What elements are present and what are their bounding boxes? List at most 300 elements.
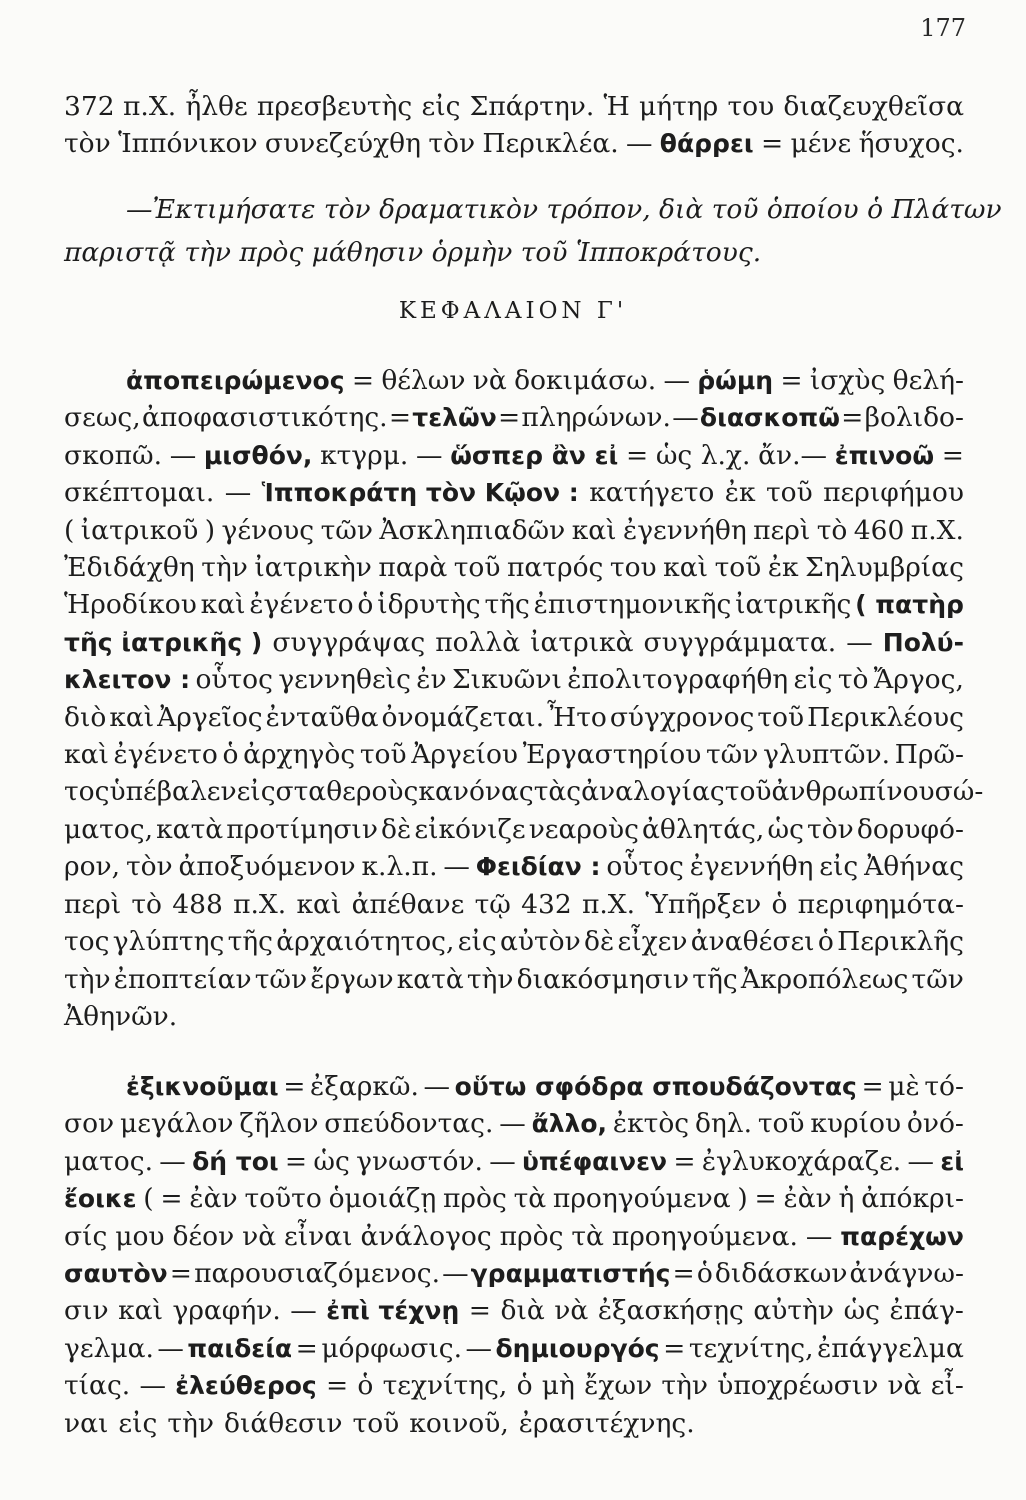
- text-line: [64, 699, 964, 736]
- gloss-term: εἰ: [940, 1146, 964, 1176]
- word: ἐξασκήσῃς: [597, 1295, 744, 1327]
- word: θελή-: [892, 365, 964, 396]
- word: =: [760, 128, 784, 159]
- word: σον: [64, 1108, 115, 1140]
- word: σίς: [64, 1220, 108, 1252]
- word: —: [499, 1108, 526, 1140]
- word: καὶ: [64, 739, 109, 771]
- word: ὁ: [357, 589, 374, 621]
- word: διδάσκων: [714, 1258, 848, 1290]
- word: τὰς: [533, 776, 582, 808]
- text-line: [64, 125, 964, 162]
- word: διαζευχθεῖσα: [783, 91, 964, 122]
- word: καὶ: [200, 589, 246, 621]
- word: τοῦ: [724, 776, 772, 808]
- word: ἰατρικὰ: [530, 626, 634, 658]
- text-line: [64, 848, 964, 885]
- word: ἡ: [838, 1183, 855, 1215]
- word: γεννηθεὶς: [278, 664, 411, 696]
- text-line: [64, 549, 964, 586]
- word: (: [143, 1183, 154, 1215]
- text-line: [64, 399, 964, 436]
- word: Ἄργος,: [873, 664, 964, 696]
- word: ἐὰν: [783, 1183, 832, 1215]
- word: περὶ: [64, 888, 122, 920]
- word: κτγρμ.: [320, 439, 409, 471]
- word: νεαροὺς: [528, 813, 639, 845]
- word: ἐρασιτέχνης.: [518, 1407, 695, 1439]
- word: ἀποξυόμενον: [178, 851, 356, 883]
- word: τὴν: [466, 963, 514, 995]
- word: ἐγένετο: [113, 739, 218, 771]
- word: ἦλθε: [185, 91, 248, 122]
- word: πολλὰ: [435, 626, 521, 658]
- word: —: [157, 1332, 184, 1364]
- word: εἰς: [118, 1407, 158, 1439]
- word: —: [489, 1145, 516, 1177]
- exercise-question: [64, 188, 1002, 274]
- text-line: παριστᾷ τὴν πρὸς μάθησιν ὁρμὴν τοῦ Ἱπποκράτους.: [64, 237, 762, 268]
- word: εἰς: [793, 664, 833, 696]
- word: ζῆλον: [239, 1108, 319, 1140]
- word: τῶν: [911, 963, 964, 995]
- text-line: [64, 1255, 964, 1292]
- word: καὶ: [109, 701, 155, 733]
- word: =: [754, 1183, 777, 1215]
- word: ματος.: [64, 1145, 153, 1177]
- word: γραφήν.: [172, 1295, 281, 1327]
- word: ἐκ: [724, 477, 756, 509]
- word: δὲ: [584, 926, 615, 958]
- word: μου: [115, 1220, 165, 1252]
- gloss-term: Ἱπποκράτη τὸν Κῷον :: [261, 478, 579, 508]
- gloss-term: μισθόν,: [203, 440, 313, 470]
- word: ἀνάλογος: [360, 1220, 492, 1252]
- word: Ἦτο: [547, 701, 607, 733]
- word: ἐγλυκοχάραζε.: [701, 1145, 902, 1177]
- word: εἰς: [457, 926, 497, 958]
- word: συγγράψας: [272, 626, 426, 658]
- word: τὴν: [661, 1370, 709, 1402]
- word: βολιδο-: [864, 402, 964, 434]
- word: ἰσχὺς: [809, 365, 886, 396]
- word: Ἐργαστηρίου: [522, 739, 702, 771]
- text-line: [64, 886, 964, 923]
- word: γένους: [221, 514, 315, 546]
- text-line: [64, 362, 964, 399]
- word: κ.λ.π.: [361, 851, 438, 883]
- word: σπεύδοντας.: [324, 1108, 494, 1140]
- word: =: [841, 402, 864, 434]
- word: τοῦ: [352, 1407, 400, 1439]
- gloss-term: ὥσπερ ἂν εἰ: [450, 440, 619, 470]
- word: δὲ: [381, 813, 412, 845]
- word: ὁμοιάζῃ: [328, 1183, 437, 1215]
- word: πληρώνων.: [521, 402, 671, 434]
- word: τὸν: [807, 813, 854, 845]
- gloss-term: ὑπέφαινεν: [522, 1146, 668, 1176]
- gloss-term: Φειδίαν :: [475, 852, 601, 882]
- word: κυρίου: [810, 1108, 902, 1140]
- word: =: [663, 1332, 686, 1364]
- word: =: [673, 1145, 696, 1177]
- word: καὶ: [663, 552, 709, 584]
- word: 488: [172, 888, 223, 920]
- word: ἐπιστημονικῆς: [533, 589, 732, 621]
- word: σιν: [64, 1295, 109, 1327]
- gloss-term: τελῶν: [412, 403, 497, 433]
- word: μένε: [790, 128, 852, 159]
- gloss-term: ἔοικε: [64, 1184, 137, 1214]
- text-line: [64, 1068, 964, 1105]
- word: περιφημότα-: [797, 888, 964, 920]
- word: οὗτος: [606, 851, 684, 883]
- text-line: [64, 586, 964, 623]
- word: ὑποχρέωσιν: [717, 1370, 879, 1402]
- word: εἶ-: [930, 1370, 964, 1402]
- word: ἀναθέσει: [690, 926, 815, 958]
- word: πρεσβευτὴς: [256, 91, 413, 122]
- word: συνεζεύχθη: [264, 128, 422, 159]
- word: τῶν: [320, 514, 373, 546]
- gloss-term: τῆς ἰατρικῆς ): [64, 627, 263, 657]
- word: σκέπτομαι.: [64, 477, 215, 509]
- text-line: [64, 1292, 964, 1329]
- page-number: 177: [920, 14, 966, 42]
- word: εἶναι: [284, 1220, 353, 1252]
- word: ἐκ: [767, 552, 799, 584]
- word: —: [465, 1332, 492, 1364]
- gloss-term: Πολύ-: [882, 627, 964, 657]
- word: τὸν: [428, 128, 476, 159]
- word: Πρῶ-: [894, 739, 964, 771]
- word: Σηλυμβρίας: [805, 552, 964, 584]
- text-line: [64, 773, 984, 810]
- word: ἱδρυτὴς: [377, 589, 481, 621]
- word: ἐξαρκῶ.: [310, 1071, 419, 1102]
- word: τὰ: [513, 1183, 547, 1215]
- word: πρὸς: [499, 1220, 564, 1252]
- word: 460: [853, 514, 905, 546]
- word: Σικυῶνι: [451, 664, 562, 696]
- word: =: [160, 1183, 183, 1215]
- word: ὀνό-: [906, 1108, 964, 1140]
- text-line: —Ἐκτιμήσατε τὸν δραματικὸν τρόπον, διὰ τοῦ ὁποίου ὁ Πλάτων: [126, 194, 1002, 225]
- word: Ἱππόνικον: [118, 128, 258, 159]
- word: ἐκτὸς: [612, 1108, 690, 1140]
- word: τό-: [924, 1071, 964, 1102]
- word: τοῦ: [714, 552, 762, 584]
- word: =: [861, 1071, 884, 1102]
- word: προηγούμενα: [552, 1183, 731, 1215]
- word: ὁ: [357, 1370, 374, 1402]
- word: Ἡροδίκου: [64, 589, 197, 621]
- gloss-term: παιδεία: [187, 1333, 293, 1363]
- word: Ἡ: [603, 91, 630, 122]
- gloss-term: ἐπινοῶ: [834, 440, 935, 470]
- text-line: [64, 961, 964, 998]
- word: —: [139, 1370, 166, 1402]
- word: ὡς: [767, 813, 804, 845]
- word: καὶ: [118, 1295, 163, 1327]
- word: του: [609, 552, 657, 584]
- chapter-heading: ΚΕΦΑΛΑΙΟΝ Γ': [398, 298, 628, 324]
- word: —: [224, 477, 252, 509]
- word: =: [497, 402, 521, 434]
- text-line: [64, 811, 964, 848]
- word: νὰ: [554, 1295, 589, 1327]
- paragraph-top: [64, 88, 964, 162]
- word: τοῦ: [757, 701, 805, 733]
- word: διάθεσιν: [224, 1407, 343, 1439]
- text-line: [64, 1105, 964, 1142]
- word: π.Χ.: [233, 888, 287, 920]
- word: πατρός: [507, 552, 604, 584]
- word: τὸ: [131, 888, 162, 920]
- text-line: [64, 923, 964, 960]
- word: ἰατρικὴν: [254, 552, 372, 584]
- word: εἰς: [236, 776, 276, 808]
- word: —: [423, 1071, 451, 1102]
- word: εἰς: [819, 851, 859, 883]
- word: ἐποπτείαν: [113, 963, 252, 995]
- word: Ἀργείου: [411, 739, 519, 771]
- gloss-term: γραμματιστής: [470, 1259, 671, 1289]
- word: γνωστόν.: [356, 1145, 483, 1177]
- word: π.Χ.: [910, 514, 964, 546]
- word: Περικλέα.: [482, 128, 619, 159]
- word: Περικλῆς: [837, 926, 964, 958]
- word: ἀνάγνω-: [849, 1258, 964, 1290]
- word: ἐνταῦθα: [265, 701, 379, 733]
- word: νὰ: [472, 365, 507, 396]
- word: θέλων: [381, 365, 466, 396]
- word: Ἐδιδάχθη: [64, 552, 195, 584]
- word: τῆς: [692, 963, 738, 995]
- word: —: [416, 439, 443, 471]
- word: εἶχεν: [617, 926, 688, 958]
- word: μὴ: [541, 1370, 575, 1402]
- word: ἀρχαιότητος,: [276, 926, 455, 958]
- glossary-paragraph-1: [64, 362, 984, 1035]
- word: =: [780, 365, 803, 396]
- word: ): [204, 514, 216, 546]
- gloss-term: οὕτω σφόδρα σπουδάζοντας: [454, 1072, 857, 1101]
- word: ἐπολιτογραφήθη: [567, 664, 789, 696]
- word: ναι: [64, 1407, 109, 1439]
- word: ἄν.—: [758, 439, 828, 471]
- word: ἰατρικοῦ: [80, 514, 199, 546]
- word: =: [351, 365, 375, 396]
- gloss-term: σαυτὸν: [64, 1259, 168, 1289]
- word: περιφήμου: [823, 477, 964, 509]
- word: ἐὰν: [189, 1183, 238, 1215]
- text-line: [64, 1367, 964, 1404]
- word: ὡς: [313, 1145, 350, 1177]
- word: σταθεροὺς: [275, 776, 419, 808]
- word: τοῦτο: [244, 1183, 322, 1215]
- word: —: [625, 128, 653, 159]
- word: =: [295, 1332, 318, 1364]
- word: ἐν: [416, 664, 447, 696]
- word: δοκιμάσω.: [514, 365, 657, 396]
- word: ἀπέθανε: [351, 888, 465, 920]
- word: περὶ: [753, 514, 811, 546]
- word: τοῦ: [359, 739, 407, 771]
- word: κοινοῦ,: [409, 1407, 509, 1439]
- word: ὑπέβαλεν: [109, 776, 237, 808]
- word: τὰ: [571, 1220, 604, 1252]
- word: ὀνομάζεται.: [381, 701, 545, 733]
- word: ὁ: [696, 1258, 713, 1290]
- word: καὶ: [296, 888, 342, 920]
- word: ἀρχηγὸς: [243, 739, 356, 771]
- word: ἐπάγ-: [889, 1295, 964, 1327]
- text-line: [64, 1330, 964, 1367]
- word: =: [941, 439, 964, 471]
- word: τὴν: [167, 1407, 215, 1439]
- word: ἐγένετο: [249, 589, 354, 621]
- word: —: [290, 1295, 317, 1327]
- word: ἀπόκρι-: [861, 1183, 964, 1215]
- word: του: [727, 91, 775, 122]
- word: —: [663, 365, 690, 396]
- word: ): [737, 1183, 748, 1215]
- text-line: [64, 998, 964, 1035]
- word: τῶν: [706, 739, 759, 771]
- gloss-term: διασκοπῶ: [699, 403, 840, 433]
- word: —: [443, 851, 470, 883]
- word: ὡς λ.χ.: [655, 439, 751, 471]
- word: ὁ: [771, 888, 788, 920]
- text-line: [64, 1180, 964, 1217]
- word: σώ-: [934, 776, 984, 808]
- word: =: [672, 1258, 695, 1290]
- word: ματος,: [64, 813, 153, 845]
- word: κανόνας: [418, 776, 534, 808]
- word: γελμα.: [64, 1332, 154, 1364]
- word: τίας.: [64, 1370, 131, 1402]
- gloss-term: ἐπὶ τέχνῃ: [326, 1296, 460, 1326]
- gloss-term: ῥώμη: [697, 366, 774, 395]
- word: τὸν: [125, 851, 173, 883]
- word: τὴν: [201, 552, 248, 584]
- text-line: [64, 1218, 964, 1255]
- word: καὶ: [571, 514, 617, 546]
- word: ἀνθρωπίνου: [771, 776, 935, 808]
- word: —: [442, 1258, 469, 1290]
- word: ἀθλητάς,: [642, 813, 765, 845]
- word: τῷ: [474, 888, 511, 920]
- word: τῆς: [484, 589, 530, 621]
- word: (: [64, 514, 75, 546]
- word: ἔργων: [310, 963, 394, 995]
- gloss-term: ἀποπειρώμενος: [126, 366, 345, 395]
- text-line: [64, 736, 964, 773]
- word: —: [672, 402, 699, 434]
- word: ἀποφασιστικότης.: [141, 402, 388, 434]
- word: τῆς: [227, 926, 273, 958]
- word: —: [805, 1220, 833, 1252]
- word: αὐτὴν: [753, 1295, 835, 1327]
- word: —: [169, 439, 197, 471]
- word: δορυφό-: [856, 813, 964, 845]
- text-line: [64, 474, 964, 511]
- word: Ὑπῆρξεν: [645, 888, 762, 920]
- word: ἰατρικῆς: [735, 589, 852, 621]
- text-line: [64, 437, 964, 474]
- text-line: [64, 661, 964, 698]
- word: τοῦ: [765, 477, 813, 509]
- word: ἔχων: [584, 1370, 653, 1402]
- word: Ἀθηνῶν.: [64, 1000, 178, 1032]
- word: τὸν: [64, 128, 111, 159]
- word: =: [284, 1145, 308, 1177]
- word: μόρφωσις.: [321, 1332, 462, 1364]
- word: σκοπῶ.: [64, 439, 163, 471]
- word: —: [159, 1145, 186, 1177]
- word: ἐγεννήθη: [622, 514, 747, 546]
- word: προτίμησιν: [226, 813, 378, 845]
- word: συγγράμματα.: [643, 626, 837, 658]
- word: μεγάλον: [119, 1108, 234, 1140]
- glossary-paragraph-2: [64, 1068, 964, 1442]
- word: ἐγεννήθη: [689, 851, 814, 883]
- gloss-term: κλειτον :: [64, 665, 191, 695]
- word: διὸ: [64, 701, 107, 733]
- word: δέον: [172, 1220, 235, 1252]
- word: Ἀθήνας: [864, 851, 964, 883]
- gloss-term: δημιουργός: [495, 1333, 660, 1363]
- word: τοῦ: [757, 1108, 805, 1140]
- word: =: [325, 1370, 349, 1402]
- gloss-term: ἄλλο,: [531, 1109, 608, 1139]
- gloss-term: ἐξικνοῦμαι: [126, 1072, 279, 1101]
- word: σεως,: [64, 402, 141, 434]
- word: τῶν: [254, 963, 308, 995]
- word: ἀναλογίας: [581, 776, 725, 808]
- word: τος: [64, 926, 110, 958]
- word: Ἀσκληπιαδῶν: [379, 514, 566, 546]
- word: Ἀργεῖος: [157, 701, 263, 733]
- text-line: [64, 624, 964, 661]
- word: Σπάρτην.: [469, 91, 595, 122]
- gloss-term: ( πατὴρ: [855, 590, 964, 620]
- word: γλυπτῶν.: [763, 739, 891, 771]
- word: Ἀκροπόλεως: [740, 963, 909, 995]
- word: ρον,: [64, 851, 121, 883]
- word: —: [907, 1145, 935, 1177]
- word: =: [283, 1071, 306, 1102]
- word: δηλ.: [694, 1108, 752, 1140]
- word: ὁ: [222, 739, 239, 771]
- word: τεχνίτης,: [688, 1332, 814, 1364]
- word: τος: [64, 776, 110, 808]
- word: =: [388, 402, 412, 434]
- word: εἰκόνιζε: [414, 813, 526, 845]
- word: κατὰ: [156, 813, 224, 845]
- word: ὁ: [817, 926, 834, 958]
- word: προηγούμενα.: [611, 1220, 798, 1252]
- word: μήτηρ: [639, 91, 719, 122]
- word: κατὰ: [396, 963, 464, 995]
- word: αὐτὸν: [499, 926, 581, 958]
- word: =: [625, 439, 649, 471]
- text-line: [64, 1405, 964, 1442]
- word: διακόσμησιν: [516, 963, 690, 995]
- text-line: [64, 1143, 964, 1180]
- word: ἐπάγγελμα: [817, 1332, 964, 1364]
